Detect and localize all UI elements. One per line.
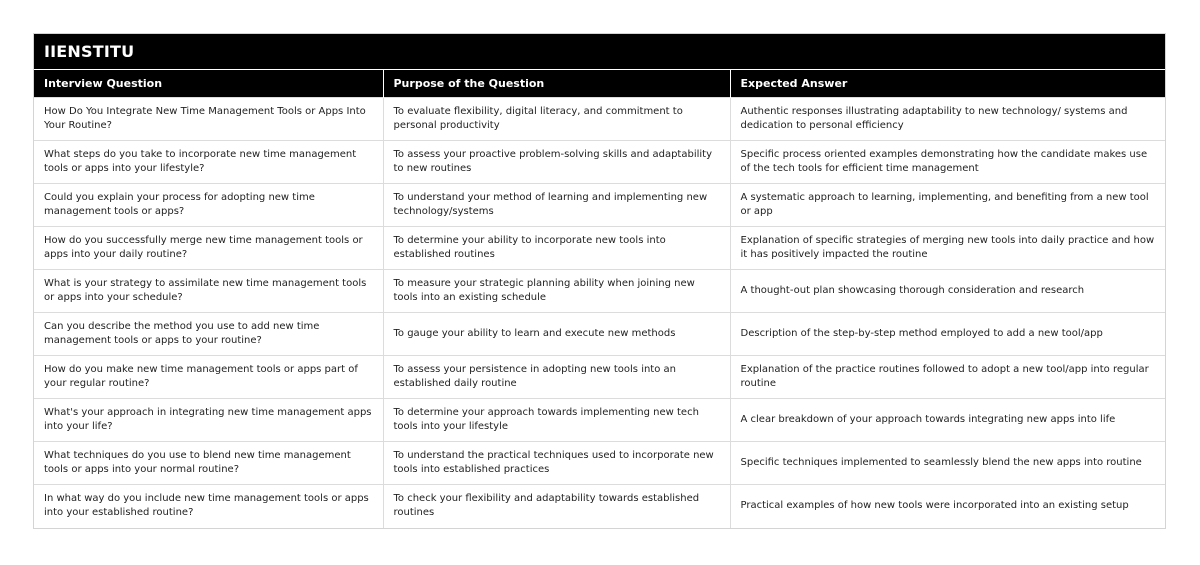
cell-purpose: To evaluate flexibility, digital literacy, and commitment to personal productivity: [383, 98, 730, 141]
interview-table-card: [33, 33, 1166, 529]
table-row: [34, 270, 1165, 313]
table-row: [34, 141, 1165, 184]
cell-question: How Do You Integrate New Time Management Tools or Apps Into Your Routine?: [34, 98, 383, 141]
cell-answer: A thought-out plan showcasing thorough consideration and research: [730, 270, 1165, 313]
brand-header: [34, 34, 1165, 69]
cell-purpose: To understand the practical techniques used to incorporate new tools into established practices: [383, 442, 730, 485]
column-header-purpose: Purpose of the Question: [383, 70, 730, 98]
column-header-answer: Expected Answer: [730, 70, 1165, 98]
cell-question: What techniques do you use to blend new time management tools or apps into your normal routine?: [34, 442, 383, 485]
cell-answer: A clear breakdown of your approach towards integrating new apps into life: [730, 399, 1165, 442]
cell-answer: Specific process oriented examples demonstrating how the candidate makes use of the tech tools for efficient time management: [730, 141, 1165, 184]
table-row: [34, 313, 1165, 356]
cell-purpose: To assess your proactive problem-solving skills and adaptability to new routines: [383, 141, 730, 184]
cell-question: How do you successfully merge new time management tools or apps into your daily routine?: [34, 227, 383, 270]
cell-question: In what way do you include new time management tools or apps into your established routine?: [34, 485, 383, 528]
brand-title: IIENSTITU: [44, 42, 135, 61]
cell-purpose: To understand your method of learning and implementing new technology/systems: [383, 184, 730, 227]
cell-answer: Authentic responses illustrating adaptability to new technology/ systems and dedication to personal efficiency: [730, 98, 1165, 141]
cell-question: Can you describe the method you use to add new time management tools or apps to your routine?: [34, 313, 383, 356]
cell-question: What is your strategy to assimilate new time management tools or apps into your schedule?: [34, 270, 383, 313]
table-row: [34, 442, 1165, 485]
table-row: [34, 485, 1165, 528]
cell-purpose: To check your flexibility and adaptability towards established routines: [383, 485, 730, 528]
table-row: [34, 356, 1165, 399]
cell-purpose: To determine your ability to incorporate new tools into established routines: [383, 227, 730, 270]
interview-table: [34, 69, 1165, 528]
cell-answer: Description of the step-by-step method employed to add a new tool/app: [730, 313, 1165, 356]
cell-answer: Practical examples of how new tools were incorporated into an existing setup: [730, 485, 1165, 528]
cell-purpose: To determine your approach towards implementing new tech tools into your lifestyle: [383, 399, 730, 442]
cell-question: What steps do you take to incorporate new time management tools or apps into your lifestyle?: [34, 141, 383, 184]
table-row: [34, 184, 1165, 227]
column-header-question: Interview Question: [34, 70, 383, 98]
cell-purpose: To assess your persistence in adopting new tools into an established daily routine: [383, 356, 730, 399]
cell-answer: Specific techniques implemented to seamlessly blend the new apps into routine: [730, 442, 1165, 485]
table-row: [34, 399, 1165, 442]
cell-answer: Explanation of specific strategies of merging new tools into daily practice and how it has positively impacted the routine: [730, 227, 1165, 270]
cell-question: Could you explain your process for adopting new time management tools or apps?: [34, 184, 383, 227]
cell-purpose: To gauge your ability to learn and execute new methods: [383, 313, 730, 356]
cell-purpose: To measure your strategic planning ability when joining new tools into an existing schedule: [383, 270, 730, 313]
table-row: [34, 98, 1165, 141]
cell-answer: A systematic approach to learning, implementing, and benefiting from a new tool or app: [730, 184, 1165, 227]
table-row: [34, 227, 1165, 270]
cell-question: What's your approach in integrating new time management apps into your life?: [34, 399, 383, 442]
table-header-row: [34, 70, 1165, 98]
cell-question: How do you make new time management tools or apps part of your regular routine?: [34, 356, 383, 399]
cell-answer: Explanation of the practice routines followed to adopt a new tool/app into regular routine: [730, 356, 1165, 399]
